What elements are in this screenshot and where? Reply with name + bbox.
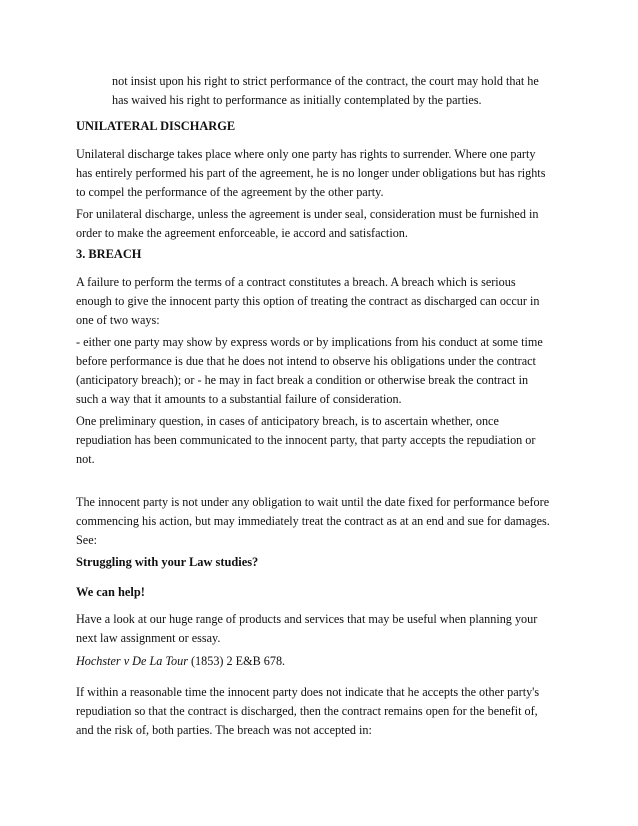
text-line: not. (76, 452, 95, 466)
case-citation (76, 652, 572, 671)
text-line: See: (76, 533, 97, 547)
case-name: Hochster v De La Tour (76, 654, 188, 668)
paragraph-breach-2 (76, 333, 572, 409)
paragraph-innocent-party (76, 493, 572, 550)
text-line: and the risk of, both parties. The breach was not accepted in: (76, 723, 372, 737)
text-line: A failure to perform the terms of a contract constitutes a breach. A breach which is serious (76, 275, 516, 289)
text-line: For unilateral discharge, unless the agreement is under seal, consideration must be furnished in (76, 207, 539, 221)
text-line: has waived his right to performance as initially contemplated by the parties. (112, 93, 482, 107)
heading-breach: 3. BREACH (76, 247, 142, 261)
text-line: Have a look at our huge range of products and services that may be useful when planning your (76, 612, 538, 626)
text-line: before performance is due that he does not intend to observe his obligations under the contract (76, 354, 536, 368)
text-line: order to make the agreement enforceable, ie accord and satisfaction. (76, 226, 408, 240)
paragraph-breach-1 (76, 273, 572, 330)
text-line: If within a reasonable time the innocent party does not indicate that he accepts the other party's (76, 685, 540, 699)
text-line: not insist upon his right to strict performance of the contract, the court may hold that he (112, 74, 539, 88)
paragraph-unilateral-2 (76, 205, 572, 243)
text-line: to compel the performance of the agreement by the other party. (76, 185, 384, 199)
promo-heading-help: We can help! (76, 585, 145, 599)
text-line: repudiation so that the contract is discharged, then the contract remains open for the benefit of, (76, 704, 538, 718)
text-line: One preliminary question, in cases of anticipatory breach, is to ascertain whether, once (76, 414, 499, 428)
promo-paragraph (76, 610, 572, 648)
text-line: - either one party may show by express words or by implications from his conduct at some time (76, 335, 543, 349)
text-line: such a way that it amounts to a substantial failure of consideration. (76, 392, 402, 406)
text-line: one of two ways: (76, 313, 160, 327)
paragraph-final (76, 683, 572, 740)
text-line: commencing his action, but may immediately treat the contract as at an end and sue for damages. (76, 514, 550, 528)
case-reference: (1853) 2 E&B 678. (187, 654, 286, 668)
text-line: has entirely performed his part of the agreement, he is no longer under obligations but has rights (76, 166, 546, 180)
text-line: Unilateral discharge takes place where only one party has rights to surrender. Where one party (76, 147, 536, 161)
text-line: next law assignment or essay. (76, 631, 221, 645)
text-line: repudiation has been communicated to the innocent party, that party accepts the repudiation or (76, 433, 536, 447)
text-line: The innocent party is not under any obligation to wait until the date fixed for performance before (76, 495, 550, 509)
paragraph-breach-3 (76, 412, 572, 469)
promo-heading-struggling: Struggling with your Law studies? (76, 555, 259, 569)
continuation-paragraph (112, 72, 572, 110)
text-line: (anticipatory breach); or - he may in fact break a condition or otherwise break the contract in (76, 373, 529, 387)
paragraph-unilateral-1 (76, 145, 572, 202)
text-line: enough to give the innocent party this option of treating the contract as discharged can occur in (76, 294, 540, 308)
heading-unilateral-discharge: UNILATERAL DISCHARGE (76, 119, 236, 133)
